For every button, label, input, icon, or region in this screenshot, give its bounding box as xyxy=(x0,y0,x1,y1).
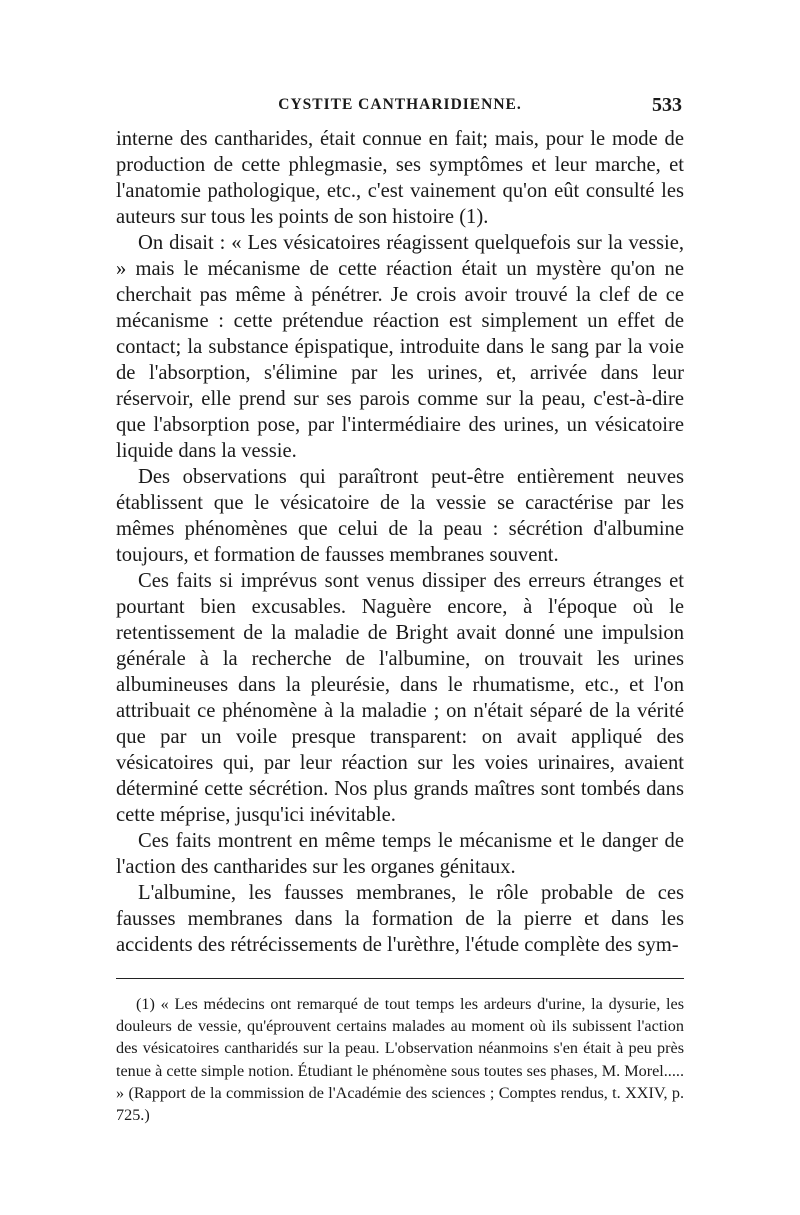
paragraph-4: Ces faits si imprévus sont venus dissiper des erreurs étranges et pourtant bien excusables. Naguère encore, à l'époque où le retentissement de la maladie de Bright avait donné une impulsion générale à la recherche de l'albumine, on trouvait les urines albumineuses dans la pleurésie, dans le rhumatisme, etc., et l'on attribuait ce phénomène à la maladie ; on n'était séparé de la vérité que par un voile presque transparent: on avait appliqué des vésicatoires qui, par leur réaction sur les voies urinaires, avaient déterminé cette sécrétion. Nos plus grands maîtres sont tombés dans cette méprise, jusqu'ici inévitable. xyxy=(116,570,684,826)
body-text xyxy=(116,126,684,958)
paragraph-1: interne des cantharides, était connue en fait; mais, pour le mode de production de cette phlegmasie, ses symptômes et leur marche, et l'anatomie pathologique, etc., c'est vainement qu'on eût consulté les auteurs sur tous les points de son histoire (1). xyxy=(116,128,684,228)
book-page xyxy=(116,92,684,1192)
page-number: 533 xyxy=(652,94,682,116)
footnote-divider xyxy=(116,978,684,979)
running-title: CYSTITE CANTHARIDIENNE. xyxy=(278,96,522,113)
paragraph-3: Des observations qui paraîtront peut-être entièrement neuves établissent que le vésicatoire de la vessie se caractérise par les mêmes phénomènes que celui de la peau : sécrétion d'albumine toujours, et formation de fausses membranes souvent. xyxy=(116,466,684,566)
paragraph-5: Ces faits montrent en même temps le mécanisme et le danger de l'action des cantharides sur les organes génitaux. xyxy=(116,830,684,878)
paragraph-2: On disait : « Les vésicatoires réagissent quelquefois sur la vessie, » mais le mécanisme de cette réaction était un mystère qu'on ne cherchait pas même à pénétrer. Je crois avoir trouvé la clef de ce mécanisme : cette prétendue réaction est simplement un effet de contact; la substance épispatique, introduite dans le sang par la voie de l'absorption, s'élimine par les urines, et, arrivée dans leur réservoir, elle prend sur ses parois comme sur la peau, c'est-à-dire que l'absorption pose, par l'intermédiaire des urines, un vésicatoire liquide dans la vessie. xyxy=(116,232,684,462)
footnote-text: (1) « Les médecins ont remarqué de tout temps les ardeurs d'urine, la dysurie, les douleurs de vessie, qu'éprouvent certains malades au moment où ils subissent l'action des vésicatoires cantharidés sur la peau. L'observation néanmoins s'en était à peu près tenue à cette simple notion. Étudiant le phénomène sous toutes ses phases, M. Morel..... » (Rapport de la commission de l'Académie des sciences ; Comptes rendus, t. XXIV, p. 725.) xyxy=(116,995,684,1125)
footnote xyxy=(116,993,684,1126)
page-header xyxy=(116,92,684,126)
paragraph-6: L'albumine, les fausses membranes, le rôle probable de ces fausses membranes dans la formation de la pierre et dans les accidents des rétrécissements de l'urèthre, l'étude complète des sym- xyxy=(116,882,684,956)
